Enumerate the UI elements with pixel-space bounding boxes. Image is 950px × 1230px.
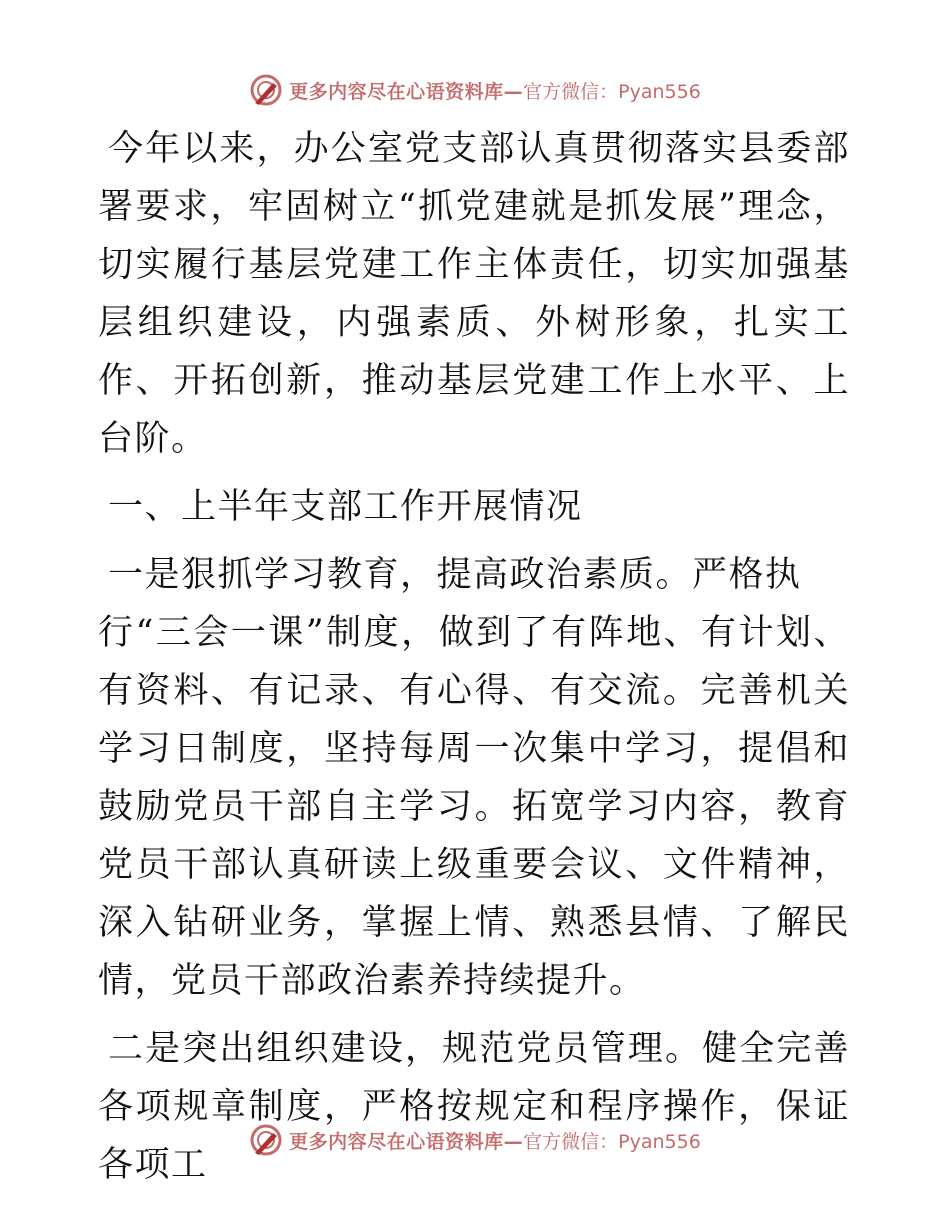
banner-wechat: 官方微信：Pyan556 <box>523 80 701 103</box>
section-heading: 一、上半年支部工作开展情况 <box>108 487 583 527</box>
header-banner <box>0 70 950 110</box>
paragraph-study-body: 行“三会一课”制度，做到了有阵地、有计划、有资料、有记录、有心得、有交流。完善机关学习日制度，坚持每周一次集中学习，提倡和鼓励党员干部自主学习。拓宽学习内容，教育党员干部认真研读上级重要会议、文件精神，深入钻研业务，掌握上情、熟悉县情、了解民情，党员干部政治素养持续提升。 <box>98 613 850 1001</box>
document-body <box>98 120 850 1194</box>
paragraph-organization: 二是突出组织建设，规范党员管理。健全完善各项规章制度，严格按规定和程序操作，保证各项工 <box>98 1029 850 1185</box>
banner-text: 更多内容尽在心语资料库— <box>289 80 524 103</box>
paragraph-intro: 今年以来，办公室党支部认真贯彻落实县委部署要求，牢固树立“抓党建就是抓发展”理念，切实履行基层党建工作主体责任，切实加强基层组织建设，内强素质、外树形象，扎实工作、开拓创新，推动基层党建工作上水平、上台阶。 <box>98 129 850 459</box>
banner-text: 更多内容尽在心语资料库— <box>289 1130 524 1153</box>
pen-logo-icon <box>249 73 283 107</box>
footer-banner <box>0 1120 950 1160</box>
banner-wechat: 官方微信：Pyan556 <box>523 1130 701 1153</box>
pen-logo-icon <box>249 1123 283 1157</box>
paragraph-study-lead: 一是狠抓学习教育，提高政治素质。严格执 <box>108 555 802 595</box>
